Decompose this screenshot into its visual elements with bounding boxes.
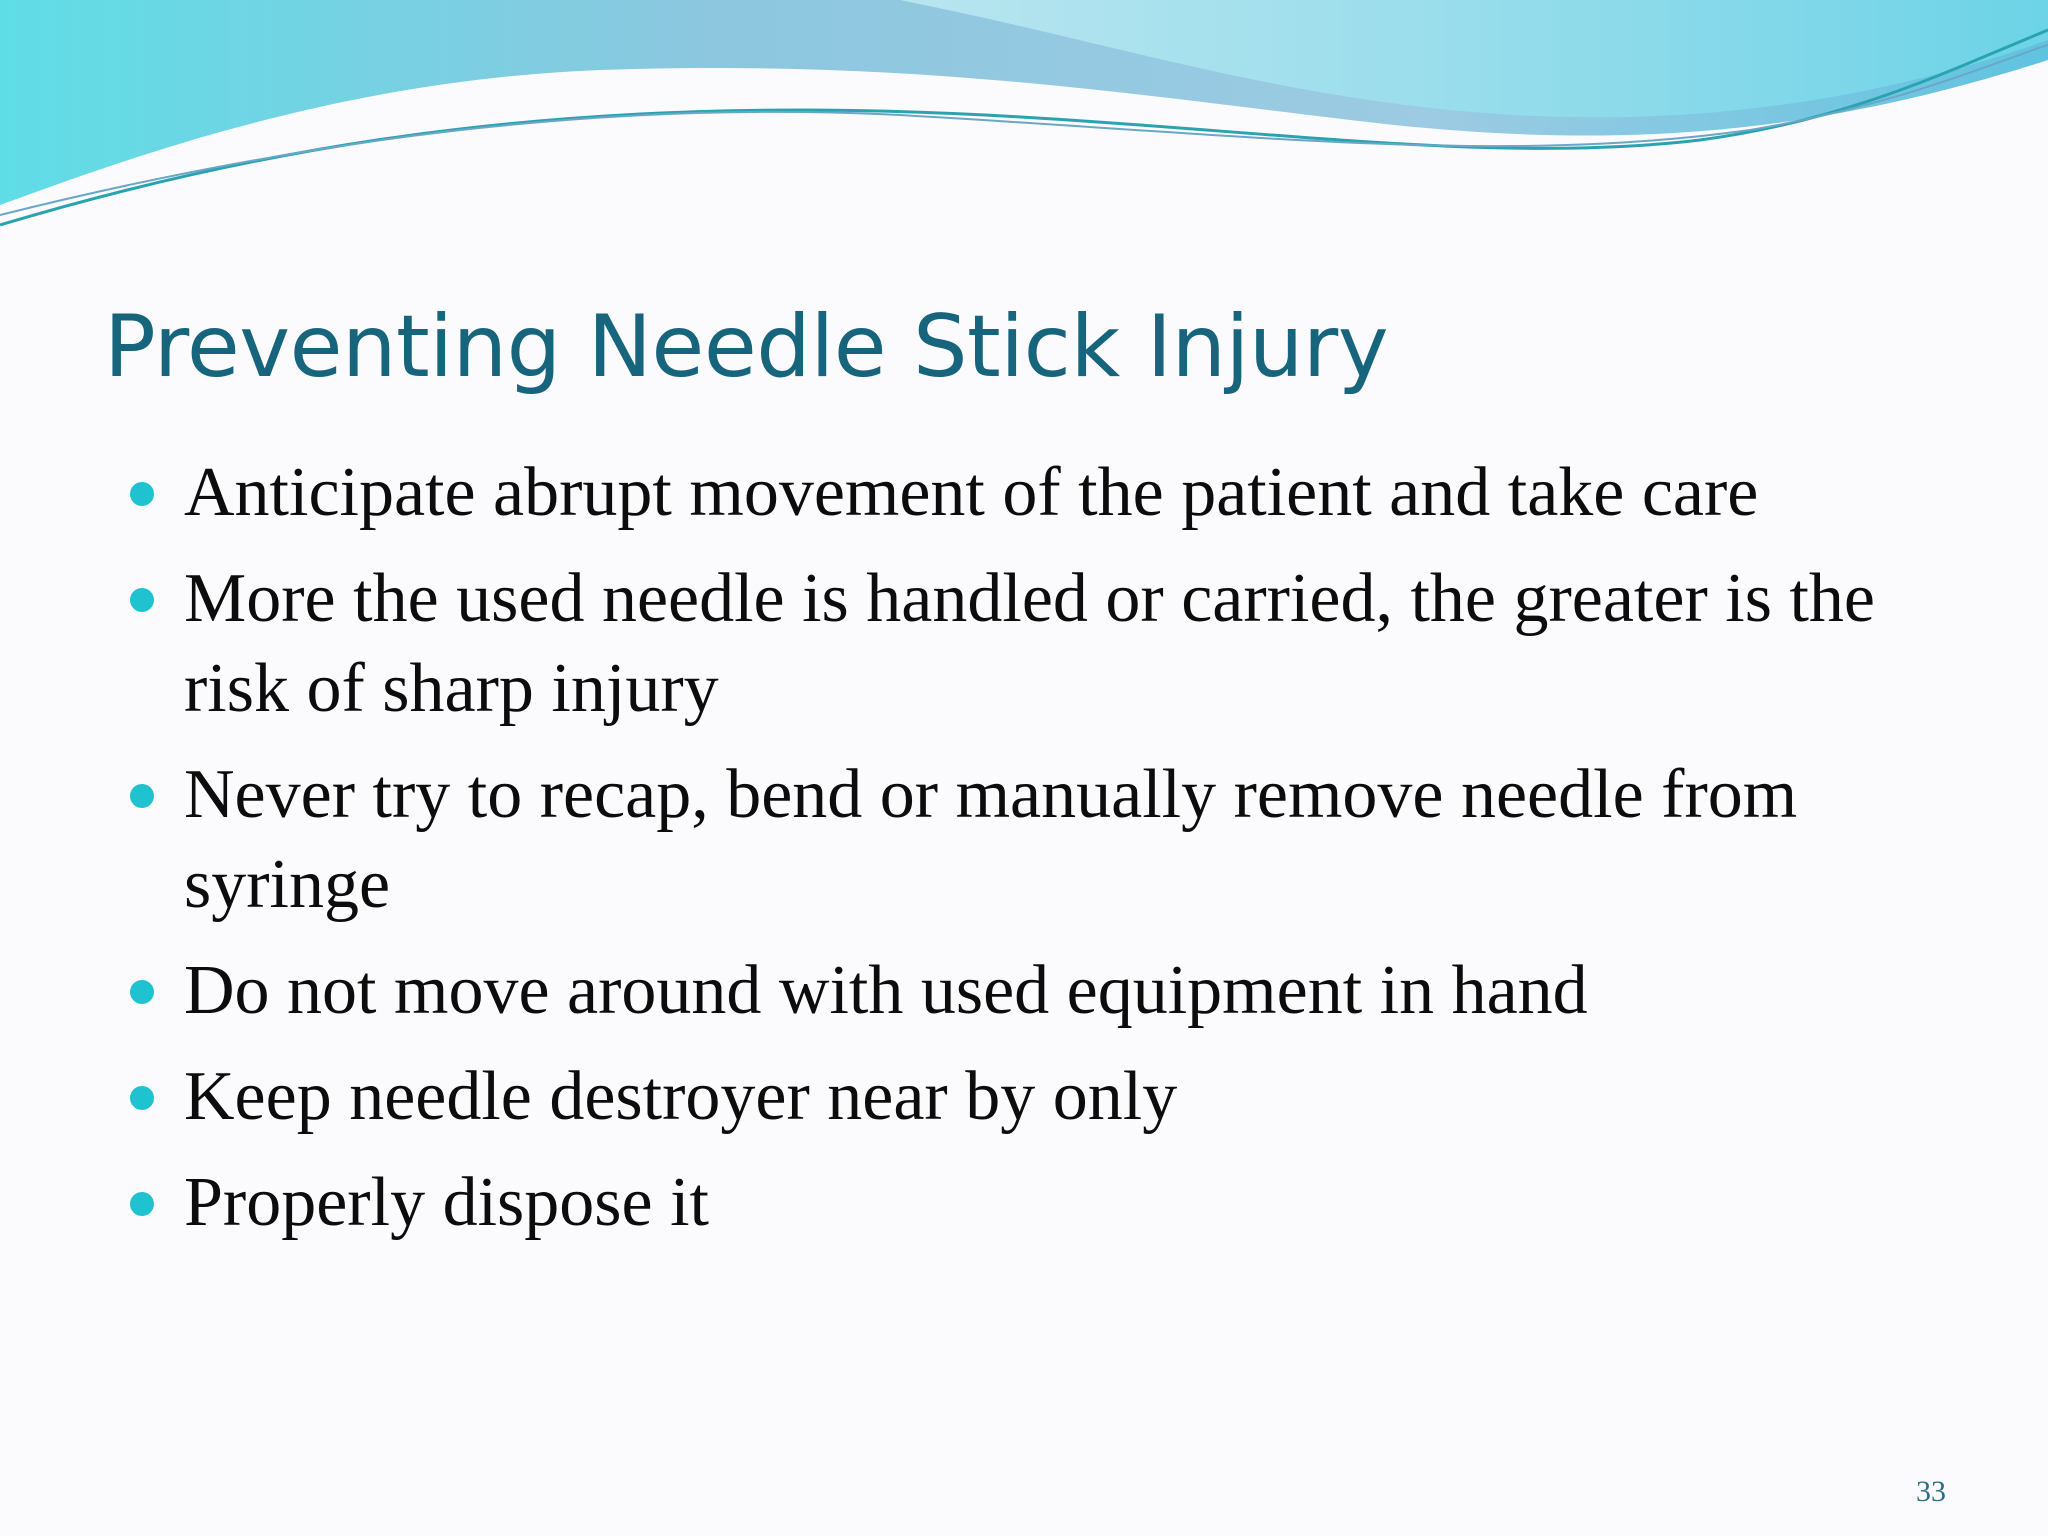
bullet-text: Anticipate abrupt movement of the patient and take care	[184, 454, 1759, 531]
header-wave-decoration	[0, 0, 2048, 240]
bullet-dot-icon	[130, 1192, 154, 1216]
bullet-text: More the used needle is handled or carried, the greater is the risk of sharp injury	[184, 560, 1875, 727]
slide-title: Preventing Needle Stick Injury	[104, 297, 1389, 397]
bullet-text: Properly dispose it	[184, 1164, 709, 1241]
bullet-item	[130, 946, 1950, 1036]
bullet-dot-icon	[130, 980, 154, 1004]
bullet-dot-icon	[130, 482, 154, 506]
bullet-dot-icon	[130, 1086, 154, 1110]
bullet-dot-icon	[130, 588, 154, 612]
bullet-dot-icon	[130, 784, 154, 808]
bullet-item	[130, 750, 1950, 930]
bullet-item	[130, 554, 1950, 734]
page-number: 33	[1916, 1475, 1946, 1508]
bullet-item	[130, 1052, 1950, 1142]
bullet-list	[130, 448, 1950, 1264]
bullet-item	[130, 1158, 1950, 1248]
bullet-text: Do not move around with used equipment in hand	[184, 952, 1588, 1029]
bullet-text: Never try to recap, bend or manually remove needle from syringe	[184, 756, 1798, 923]
bullet-item	[130, 448, 1950, 538]
bullet-text: Keep needle destroyer near by only	[184, 1058, 1178, 1135]
